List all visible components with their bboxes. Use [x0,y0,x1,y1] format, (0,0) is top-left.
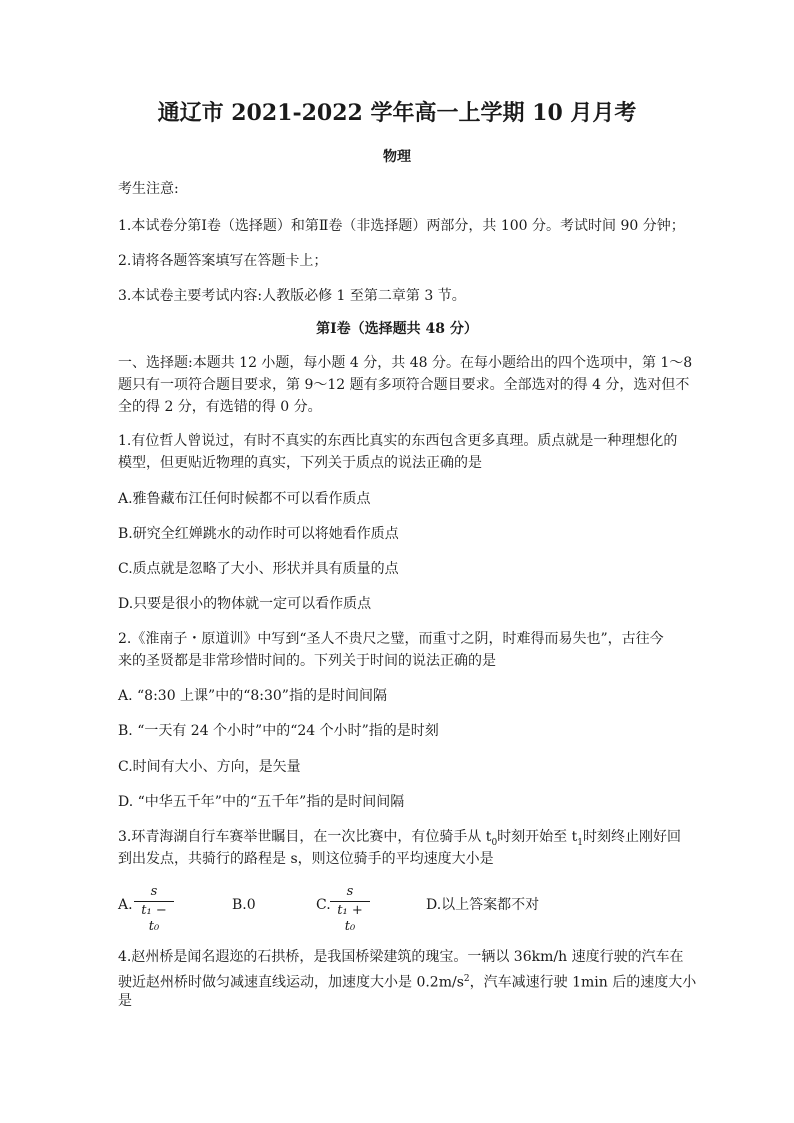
q2-option-d: D. “中华五千年”中的“五千年”指的是时间间隔 [118,794,405,810]
q3-option-d: D.以上答案都不对 [426,897,540,913]
page-title: 通辽市 2021-2022 学年高一上学期 10 月月考 [157,100,637,126]
q2-option-a: A. “8:30 上课”中的“8:30”指的是时间间隔 [118,688,387,704]
q1-stem-line-2: 模型，但更贴近物理的真实，下列关于质点的说法正确的是 [118,455,482,471]
fraction-bar [134,901,174,902]
q1-option-a: A.雅鲁藏布江任何时候都不可以看作质点 [118,491,371,507]
q4-stem-line-3: 是 [118,993,132,1009]
q2-stem-line-1: 2.《淮南子・原道训》中写到“圣人不贵尺之璧，而重寸之阴，时难得而易失也”，古往今 [118,631,664,647]
note-item-1: 1.本试卷分第Ⅰ卷（选择题）和第Ⅱ卷（非选择题）两部分，共 100 分。考试时间 90 分钟； [118,218,685,234]
note-item-3: 3.本试卷主要考试内容:人教版必修 1 至第二章第 3 节。 [118,288,466,304]
q1-option-c: C.质点就是忽略了大小、形状并具有质量的点 [118,561,399,577]
q4-stem-line-2: 驶近赵州桥时做匀减速直线运动，加速度大小是 $0.2m/s^2$，汽车减速行驶 1min 后的速度大小 [118,974,697,991]
q3-stem-line-1: 3.环青海湖自行车赛举世瞩目，在一次比赛中，有位骑手从 $t_0$时刻开始至 $t_1$时刻终止刚好回 [118,829,681,848]
fraction-denominator: t₁ − t₀ [141,903,167,934]
q1-option-b: B.研究全红婵跳水的动作时可以将她看作质点 [118,526,399,542]
notes-heading: 考生注意: [118,181,179,197]
q1-option-d: D.只要是很小的物体就一定可以看作质点 [118,596,372,612]
q3-option-c-fraction [330,884,370,934]
subject-label: 物理 [383,149,411,165]
section-intro-line-2: 题只有一项符合题目要求，第 9～12 题有多项符合题目要求。全部选对的得 4 分，选对但不 [118,377,690,393]
q3-option-a-label: A. [118,897,133,913]
fraction-denominator: t₁ + t₀ [337,903,363,934]
section-intro-line-3: 全的得 2 分，有选错的得 0 分。 [118,399,322,415]
note-item-2: 2.请将各题答案填写在答题卡上； [118,253,328,269]
q1-stem-line-1: 1.有位哲人曾说过，有时不真实的东西比真实的东西包含更多真理。质点就是一种理想化的 [118,433,678,449]
q2-option-c: C.时间有大小、方向，是矢量 [118,759,301,775]
section-intro-line-1: 一、选择题:本题共 12 小题，每小题 4 分，共 48 分。在每小题给出的四个选项中，第 1～8 [118,355,693,371]
q3-option-b: B.0 [232,897,256,913]
q3-stem-line-2: 到出发点，共骑行的路程是 s，则这位骑手的平均速度大小是 [118,851,494,867]
fraction-numerator: s [150,884,158,899]
q3-option-c-label: C. [316,897,331,913]
q3-option-a-fraction [134,884,174,934]
fraction-numerator: s [346,884,354,899]
q2-stem-line-2: 来的圣贤都是非常珍惜时间的。下列关于时间的说法正确的是 [118,653,496,669]
fraction-bar [330,901,370,902]
q2-option-b: B. “一天有 24 个小时”中的“24 个小时”指的是时刻 [118,723,439,739]
section-heading: 第Ⅰ卷（选择题共 48 分） [316,321,478,337]
q4-stem-line-1: 4.赵州桥是闻名遐迩的石拱桥，是我国桥梁建筑的瑰宝。一辆以 36km/h 速度行驶的汽车在 [118,949,684,965]
